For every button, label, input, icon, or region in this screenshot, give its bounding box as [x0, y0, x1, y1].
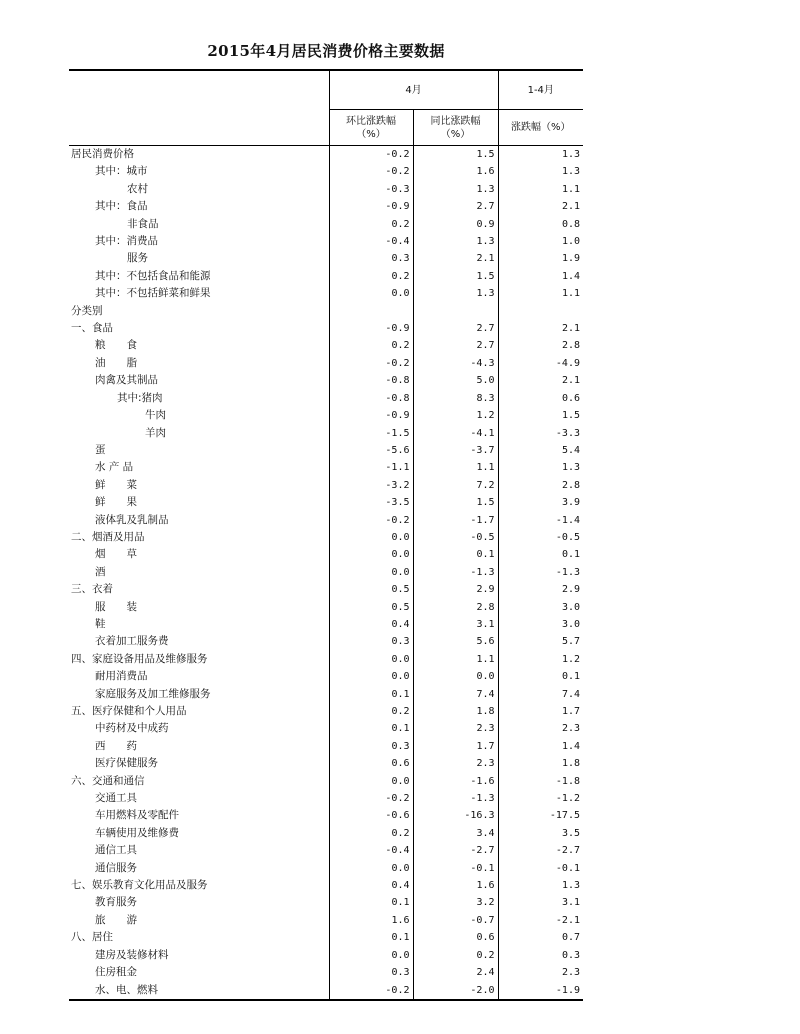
ytd-value: 3.0 [498, 616, 583, 633]
yoy-value: 2.7 [413, 198, 498, 215]
header-yoy-label: 同比涨跌幅 [430, 115, 481, 127]
yoy-value: -2.0 [413, 982, 498, 1000]
mom-value: 0.0 [329, 773, 413, 790]
table-row [69, 355, 583, 372]
yoy-value: 1.7 [413, 738, 498, 755]
yoy-value: 5.0 [413, 372, 498, 389]
table-row [69, 773, 583, 790]
yoy-value: 2.7 [413, 320, 498, 337]
ytd-value: 0.3 [498, 947, 583, 964]
row-label: 耐用消费品 [95, 670, 148, 683]
row-label: 居民消费价格 [71, 148, 134, 160]
table-row [69, 912, 583, 929]
table-row [69, 233, 583, 250]
header-ytd: 涨跌幅（%） [498, 110, 583, 146]
table-row [69, 599, 583, 616]
ytd-value: -1.4 [498, 512, 583, 529]
table-row [69, 459, 583, 476]
yoy-value [413, 303, 498, 320]
ytd-value: 0.1 [498, 668, 583, 685]
mom-value: 0.0 [329, 285, 413, 302]
mom-value: -0.9 [329, 198, 413, 215]
table-row [69, 407, 583, 424]
yoy-value: 7.4 [413, 686, 498, 703]
ytd-value: -1.2 [498, 790, 583, 807]
table-row [69, 494, 583, 511]
mom-value: 0.2 [329, 337, 413, 354]
mom-value: -5.6 [329, 442, 413, 459]
row-label: 油 脂 [95, 356, 137, 369]
row-label: 住房租金 [95, 966, 137, 979]
mom-value: -1.1 [329, 459, 413, 476]
mom-value: -3.5 [329, 494, 413, 511]
mom-value: 0.2 [329, 268, 413, 285]
yoy-value: 0.6 [413, 929, 498, 946]
table-row [69, 372, 583, 389]
mom-value: -0.2 [329, 163, 413, 180]
mom-value: 0.0 [329, 546, 413, 563]
row-label: 鲜 菜 [95, 478, 137, 491]
row-label: 服 装 [95, 600, 137, 613]
header-group-month: 4月 [329, 70, 498, 110]
table-row [69, 163, 583, 180]
ytd-value: 3.1 [498, 894, 583, 911]
mom-value: -0.2 [329, 512, 413, 529]
yoy-value: -3.7 [413, 442, 498, 459]
yoy-value: 1.5 [413, 268, 498, 285]
mom-value: 0.5 [329, 581, 413, 598]
table-row [69, 390, 583, 407]
table-row [69, 947, 583, 964]
ytd-value: 2.8 [498, 337, 583, 354]
row-label: 非食品 [127, 217, 159, 230]
ytd-value: 0.7 [498, 929, 583, 946]
ytd-value: 2.1 [498, 198, 583, 215]
mom-value: 0.2 [329, 216, 413, 233]
row-label: 六、交通和通信 [71, 774, 145, 787]
ytd-value: 5.7 [498, 633, 583, 650]
table-row [69, 651, 583, 668]
table-row [69, 564, 583, 581]
table-row [69, 268, 583, 285]
table-row [69, 285, 583, 302]
row-label: 中药材及中成药 [95, 722, 169, 735]
ytd-value: 1.1 [498, 181, 583, 198]
ytd-value: 1.5 [498, 407, 583, 424]
yoy-value: -1.6 [413, 773, 498, 790]
mom-value: 0.3 [329, 633, 413, 650]
ytd-value: 0.1 [498, 546, 583, 563]
row-label: 蛋 [95, 443, 106, 456]
row-label: 液体乳及乳制品 [95, 513, 169, 526]
table-row [69, 442, 583, 459]
yoy-value: 1.3 [413, 233, 498, 250]
ytd-value: 1.4 [498, 738, 583, 755]
table-row [69, 877, 583, 894]
table-row [69, 668, 583, 685]
mom-value: 0.1 [329, 929, 413, 946]
ytd-value: 5.4 [498, 442, 583, 459]
mom-value: -0.2 [329, 355, 413, 372]
table-row [69, 633, 583, 650]
row-label: 衣着加工服务费 [95, 635, 169, 648]
mom-value [329, 303, 413, 320]
table-row [69, 894, 583, 911]
ytd-value: 1.0 [498, 233, 583, 250]
yoy-value: -4.1 [413, 425, 498, 442]
table-row [69, 738, 583, 755]
page-title: 2015年4月居民消费价格主要数据 [207, 42, 445, 60]
yoy-value: 5.6 [413, 633, 498, 650]
mom-value: -0.8 [329, 390, 413, 407]
yoy-value: -1.7 [413, 512, 498, 529]
row-label: 肉禽及其制品 [95, 374, 158, 387]
mom-value: 0.5 [329, 599, 413, 616]
ytd-value: 1.3 [498, 877, 583, 894]
yoy-value: 2.9 [413, 581, 498, 598]
yoy-value: 2.8 [413, 599, 498, 616]
yoy-value: -0.5 [413, 529, 498, 546]
ytd-value: 1.4 [498, 268, 583, 285]
ytd-value: 7.4 [498, 686, 583, 703]
yoy-value: 1.3 [413, 285, 498, 302]
ytd-value: 3.5 [498, 825, 583, 842]
mom-value: 0.3 [329, 738, 413, 755]
ytd-value: -4.9 [498, 355, 583, 372]
row-label: 医疗保健服务 [95, 757, 158, 770]
table-header [69, 70, 583, 146]
mom-value: -0.3 [329, 181, 413, 198]
row-label: 车辆使用及维修费 [95, 826, 179, 839]
mom-value: -0.2 [329, 982, 413, 1000]
row-label: 服务 [127, 252, 148, 265]
ytd-value: 1.1 [498, 285, 583, 302]
mom-value: 0.6 [329, 755, 413, 772]
yoy-value: 0.0 [413, 668, 498, 685]
yoy-value: -4.3 [413, 355, 498, 372]
row-label: 五、医疗保健和个人用品 [71, 705, 187, 717]
yoy-value: 2.4 [413, 964, 498, 981]
table-row [69, 198, 583, 215]
ytd-value: -3.3 [498, 425, 583, 442]
ytd-value: -17.5 [498, 807, 583, 824]
mom-value: -0.4 [329, 842, 413, 859]
row-label: 其中：城市 [95, 165, 148, 178]
row-label: 粮 食 [95, 339, 137, 352]
mom-value: 0.2 [329, 703, 413, 720]
ytd-value: 1.3 [498, 146, 583, 164]
table-row [69, 616, 583, 633]
row-label: 家庭服务及加工维修服务 [95, 687, 211, 700]
table-row [69, 982, 583, 1000]
yoy-value: 1.5 [413, 146, 498, 164]
table-row [69, 807, 583, 824]
header-blank [69, 70, 329, 110]
table-row [69, 529, 583, 546]
row-label: 水 产 品 [95, 461, 134, 474]
table-row [69, 964, 583, 981]
yoy-value: 3.2 [413, 894, 498, 911]
yoy-value: 8.3 [413, 390, 498, 407]
row-label: 车用燃料及零配件 [95, 809, 179, 822]
row-label: 分类别 [71, 304, 103, 317]
mom-value: -0.9 [329, 407, 413, 424]
yoy-value: -1.3 [413, 790, 498, 807]
row-label: 牛肉 [145, 409, 166, 422]
yoy-value: 0.1 [413, 546, 498, 563]
row-label: 鞋 [95, 617, 106, 630]
mom-value: 0.0 [329, 860, 413, 877]
table-row [69, 320, 583, 337]
ytd-value: -1.3 [498, 564, 583, 581]
mom-value: -0.4 [329, 233, 413, 250]
header-mom [329, 110, 413, 146]
header-blank-2 [69, 110, 329, 146]
table-row [69, 425, 583, 442]
table-body [69, 146, 583, 1000]
row-label: 教育服务 [95, 896, 137, 909]
table-row [69, 581, 583, 598]
mom-value: 0.3 [329, 250, 413, 267]
table-row [69, 146, 583, 164]
mom-value: 0.4 [329, 616, 413, 633]
mom-value: -0.6 [329, 807, 413, 824]
row-label: 旅 游 [95, 913, 137, 926]
yoy-value: -16.3 [413, 807, 498, 824]
mom-value: 0.3 [329, 964, 413, 981]
row-label: 西 药 [95, 739, 137, 752]
ytd-value [498, 303, 583, 320]
ytd-value: 0.8 [498, 216, 583, 233]
yoy-value: 0.9 [413, 216, 498, 233]
row-label: 鲜 果 [95, 496, 137, 509]
table-row [69, 790, 583, 807]
yoy-value: -1.3 [413, 564, 498, 581]
row-label: 羊肉 [145, 426, 166, 439]
ytd-value: 2.9 [498, 581, 583, 598]
row-label: 其中：不包括食品和能源 [95, 269, 211, 282]
yoy-value: 1.6 [413, 877, 498, 894]
ytd-value: 1.3 [498, 459, 583, 476]
mom-value: 0.1 [329, 894, 413, 911]
mom-value: 0.0 [329, 947, 413, 964]
ytd-value: -2.7 [498, 842, 583, 859]
table-row [69, 250, 583, 267]
ytd-value: 1.7 [498, 703, 583, 720]
header-group-ytd: 1-4月 [498, 70, 583, 110]
header-yoy-unit: （%） [440, 128, 471, 140]
yoy-value: 1.5 [413, 494, 498, 511]
mom-value: 0.0 [329, 529, 413, 546]
yoy-value: 0.2 [413, 947, 498, 964]
row-label: 其中：不包括鲜菜和鲜果 [95, 287, 211, 300]
row-label: 通信工具 [95, 844, 137, 857]
mom-value: -0.8 [329, 372, 413, 389]
ytd-value: -1.8 [498, 773, 583, 790]
yoy-value: 1.8 [413, 703, 498, 720]
table-row [69, 842, 583, 859]
table-row [69, 755, 583, 772]
row-label: 一、食品 [71, 322, 113, 335]
mom-value: 0.2 [329, 825, 413, 842]
yoy-value: 3.4 [413, 825, 498, 842]
row-label: 二、烟酒及用品 [71, 530, 145, 543]
header-mom-label: 环比涨跌幅 [346, 115, 396, 127]
table-row [69, 703, 583, 720]
ytd-value: 1.2 [498, 651, 583, 668]
ytd-value: 1.3 [498, 163, 583, 180]
row-label: 七、娱乐教育文化用品及服务 [71, 879, 208, 892]
row-label: 农村 [127, 182, 148, 195]
ytd-value: -0.1 [498, 860, 583, 877]
mom-value: 0.0 [329, 564, 413, 581]
yoy-value: 2.3 [413, 755, 498, 772]
yoy-value: 1.1 [413, 459, 498, 476]
row-label: 水、电、燃料 [69, 982, 329, 1000]
row-label: 其中：食品 [95, 200, 148, 213]
table-row [69, 546, 583, 563]
row-label: 酒 [95, 565, 106, 578]
table-row [69, 477, 583, 494]
yoy-value: -0.1 [413, 860, 498, 877]
ytd-value: -1.9 [498, 982, 583, 1000]
row-label: 建房及装修材料 [95, 948, 169, 961]
mom-value: -0.2 [329, 790, 413, 807]
ytd-value: 3.0 [498, 599, 583, 616]
ytd-value: -0.5 [498, 529, 583, 546]
table-row [69, 720, 583, 737]
ytd-value: 3.9 [498, 494, 583, 511]
table-row [69, 216, 583, 233]
yoy-value: -2.7 [413, 842, 498, 859]
mom-value: -1.5 [329, 425, 413, 442]
header-yoy [413, 110, 498, 146]
ytd-value: 1.8 [498, 755, 583, 772]
yoy-value: 1.2 [413, 407, 498, 424]
mom-value: 1.6 [329, 912, 413, 929]
table-row [69, 825, 583, 842]
ytd-value: 2.8 [498, 477, 583, 494]
mom-value: 0.1 [329, 686, 413, 703]
table-row [69, 929, 583, 946]
mom-value: 0.0 [329, 651, 413, 668]
table-row [69, 860, 583, 877]
header-mom-unit: （%） [356, 128, 386, 140]
cpi-table [69, 69, 583, 1001]
row-label: 其中：消费品 [95, 235, 158, 248]
mom-value: 0.1 [329, 720, 413, 737]
table-row [69, 686, 583, 703]
ytd-value: 2.1 [498, 320, 583, 337]
ytd-value: 2.3 [498, 720, 583, 737]
ytd-value: 1.9 [498, 250, 583, 267]
mom-value: 0.0 [329, 668, 413, 685]
row-label: 四、家庭设备用品及维修服务 [71, 652, 208, 665]
yoy-value: 2.1 [413, 250, 498, 267]
mom-value: -0.9 [329, 320, 413, 337]
table-row [69, 303, 583, 320]
row-label: 烟 草 [95, 548, 137, 561]
yoy-value: 1.1 [413, 651, 498, 668]
yoy-value: 2.7 [413, 337, 498, 354]
table-row [69, 181, 583, 198]
yoy-value: 1.3 [413, 181, 498, 198]
yoy-value: 1.6 [413, 163, 498, 180]
row-label: 通信服务 [95, 861, 137, 874]
row-label: 交通工具 [95, 792, 137, 805]
yoy-value: 3.1 [413, 616, 498, 633]
ytd-value: 2.1 [498, 372, 583, 389]
row-label: 八、居住 [71, 931, 113, 944]
ytd-value: -2.1 [498, 912, 583, 929]
table-row [69, 512, 583, 529]
yoy-value: 7.2 [413, 477, 498, 494]
mom-value: -3.2 [329, 477, 413, 494]
yoy-value: 2.3 [413, 720, 498, 737]
mom-value: 0.4 [329, 877, 413, 894]
row-label: 其中:猪肉 [117, 391, 163, 404]
mom-value: -0.2 [329, 146, 413, 164]
yoy-value: -0.7 [413, 912, 498, 929]
ytd-value: 2.3 [498, 964, 583, 981]
row-label: 三、衣着 [71, 583, 113, 596]
table-row [69, 337, 583, 354]
ytd-value: 0.6 [498, 390, 583, 407]
